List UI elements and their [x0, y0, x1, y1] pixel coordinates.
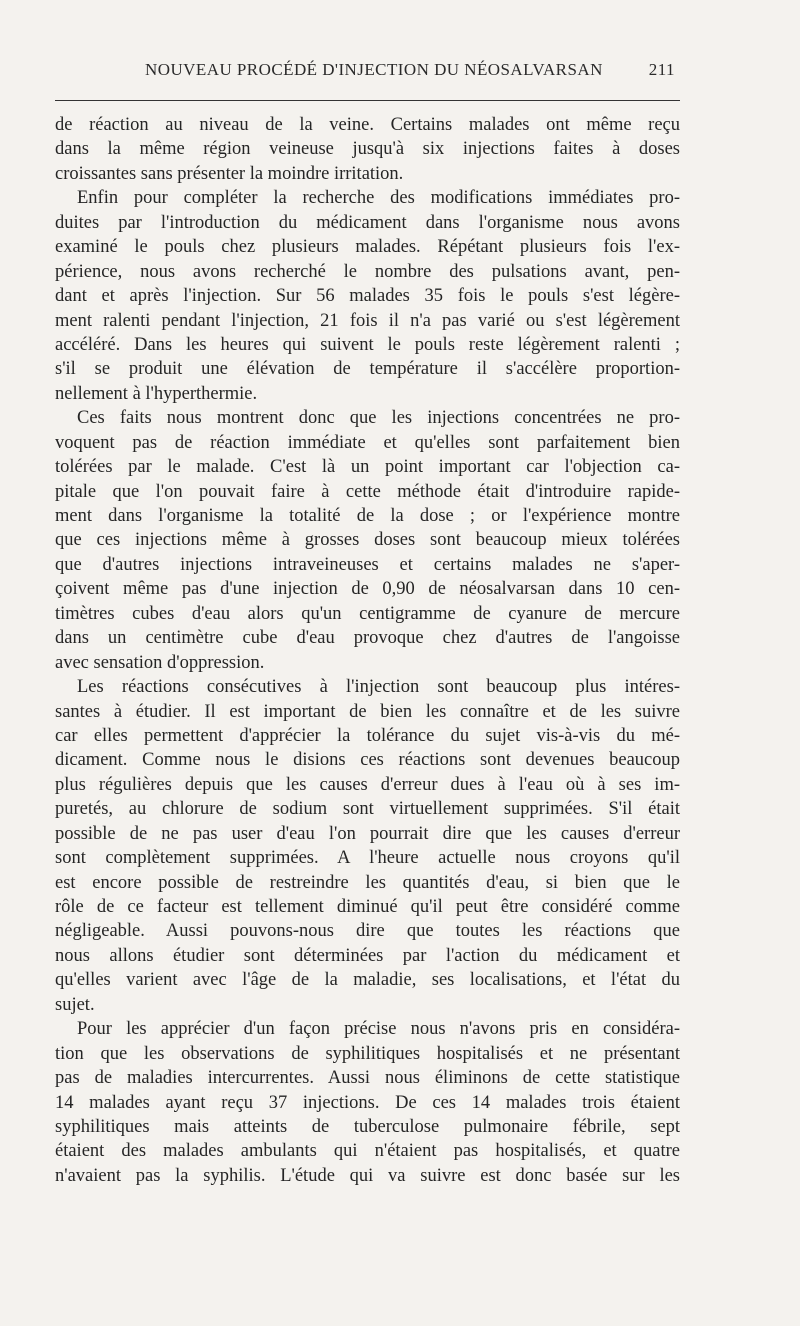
text-line: sont complètement supprimées. A l'heure actuelle nous croyons qu'il: [55, 848, 680, 869]
text-line: car elles permettent d'apprécier la tolérance du sujet vis-à-vis du mé-: [55, 725, 680, 746]
paragraph: [55, 406, 680, 675]
text-line: nous allons étudier sont déterminées par l'action du médicament et: [55, 945, 680, 966]
text-line: possible de ne pas user d'eau l'on pourrait dire que les causes d'erreur: [55, 823, 680, 844]
text-line: Pour les apprécier d'un façon précise nous n'avons pris en considéra-: [77, 1019, 680, 1040]
text-line: voquent pas de réaction immédiate et qu'elles sont parfaitement bien: [55, 432, 680, 453]
text-line: négligeable. Aussi pouvons-nous dire que toutes les réactions que: [55, 921, 680, 942]
text-line: pas de maladies intercurrentes. Aussi nous éliminons de cette statistique: [55, 1068, 680, 1089]
text-line: dicament. Comme nous le disions ces réactions sont devenues beaucoup: [55, 750, 680, 771]
header-rule: [55, 100, 680, 101]
text-line: dans un centimètre cube d'eau provoque chez d'autres de l'angoisse: [55, 628, 680, 649]
text-line: Les réactions consécutives à l'injection sont beaucoup plus intéres-: [77, 677, 680, 698]
text-line: çoivent même pas d'une injection de 0,90 de néosalvarsan dans 10 cen-: [55, 579, 680, 600]
text-line: accéléré. Dans les heures qui suivent le pouls reste légèrement ralenti ;: [55, 334, 680, 355]
text-line: est encore possible de restreindre les quantités d'eau, si bien que le: [55, 872, 680, 893]
text-line: que d'autres injections intraveineuses et certains malades ne s'aper-: [55, 554, 680, 575]
text-line: dans la même région veineuse jusqu'à six injections faites à doses: [55, 139, 680, 160]
text-line: croissantes sans présenter la moindre irritation.: [55, 163, 404, 184]
paragraph: [55, 675, 680, 1017]
text-line: de réaction au niveau de la veine. Certains malades ont même reçu: [55, 115, 680, 135]
text-line: n'avaient pas la syphilis. L'étude qui va suivre est donc basée sur les: [55, 1165, 680, 1186]
text-line: Ces faits nous montrent donc que les injections concentrées ne pro-: [77, 408, 680, 429]
text-line: plus régulières depuis que les causes d'erreur dues à l'eau où à ses im-: [55, 774, 680, 795]
text-line: pitale que l'on pouvait faire à cette méthode était d'introduire rapide-: [55, 481, 680, 502]
running-title: NOUVEAU PROCÉDÉ D'INJECTION DU NÉOSALVARSAN: [145, 60, 603, 79]
text-line: avec sensation d'oppression.: [55, 652, 265, 673]
text-line: rôle de ce facteur est tellement diminué qu'il peut être considéré comme: [55, 897, 680, 917]
text-line: duites par l'introduction du médicament dans l'organisme nous avons: [55, 212, 680, 233]
text-line: ment ralenti pendant l'injection, 21 fois il n'a pas varié ou s'est légèrement: [55, 310, 680, 331]
text-line: nellement à l'hyperthermie.: [55, 383, 258, 404]
text-line: tion que les observations de syphilitiques hospitalisés et ne présentant: [55, 1043, 680, 1064]
page-number: 211: [648, 60, 675, 79]
paragraph: [55, 186, 680, 406]
text-line: syphilitiques mais atteints de tuberculose pulmonaire fébrile, sept: [55, 1116, 680, 1137]
running-header: [55, 60, 680, 84]
paragraph: [55, 113, 680, 186]
text-line: tolérées par le malade. C'est là un point important car l'objection ca-: [55, 457, 680, 478]
text-line: 14 malades ayant reçu 37 injections. De ces 14 malades trois étaient: [55, 1092, 680, 1113]
text-line: qu'elles varient avec l'âge de la maladie, ses localisations, et l'état du: [55, 970, 680, 991]
text-line: santes à étudier. Il est important de bien les connaître et de les suivre: [55, 701, 680, 722]
text-line: puretés, au chlorure de sodium sont virtuellement supprimées. S'il était: [55, 799, 680, 820]
text-line: examiné le pouls chez plusieurs malades. Répétant plusieurs fois l'ex-: [55, 237, 680, 258]
text-line: Enfin pour compléter la recherche des modifications immédiates pro-: [77, 188, 680, 209]
text-line: que ces injections même à grosses doses sont beaucoup mieux tolérées: [55, 530, 680, 551]
text-line: dant et après l'injection. Sur 56 malades 35 fois le pouls s'est légère-: [55, 286, 680, 307]
text-line: étaient des malades ambulants qui n'étaient pas hospitalisés, et quatre: [55, 1141, 680, 1162]
text-line: périence, nous avons recherché le nombre des pulsations avant, pen-: [55, 261, 680, 282]
text-line: sujet.: [55, 994, 95, 1015]
text-line: s'il se produit une élévation de température il s'accélère proportion-: [55, 359, 680, 380]
body-text: [55, 113, 680, 1188]
text-line: timètres cubes d'eau alors qu'un centigramme de cyanure de mercure: [55, 603, 680, 624]
text-line: ment dans l'organisme la totalité de la dose ; or l'expérience montre: [55, 506, 680, 526]
paragraph: [55, 1017, 680, 1188]
